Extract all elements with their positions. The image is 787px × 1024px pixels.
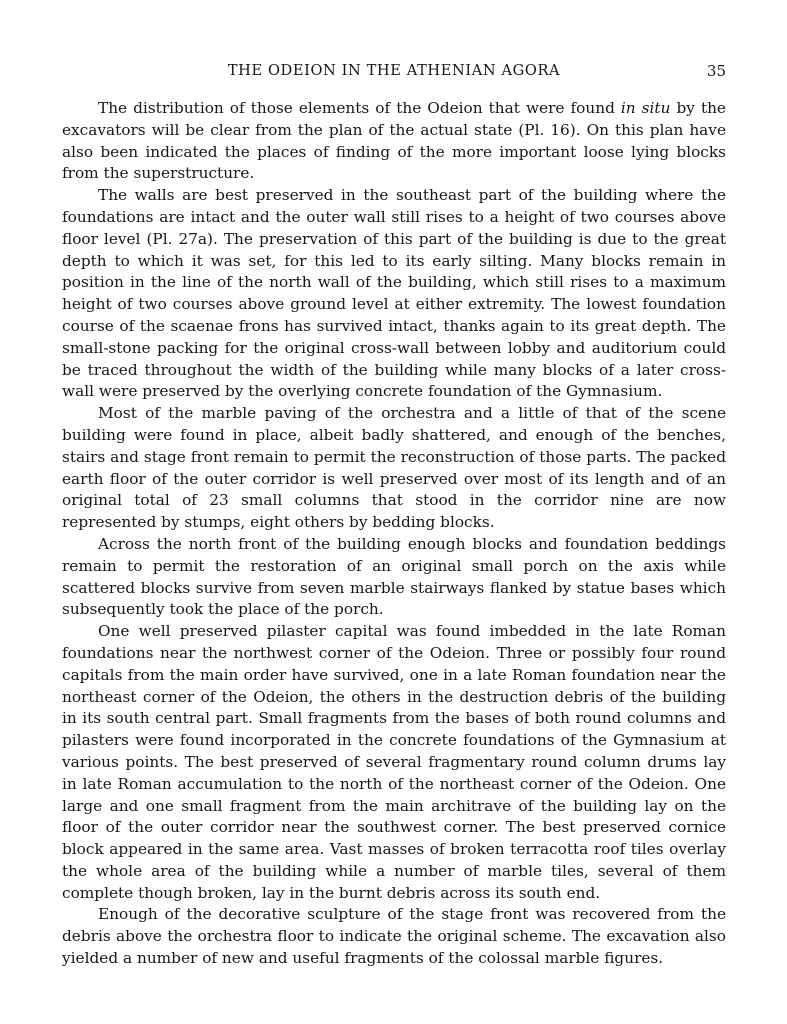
paragraph-5: One well preserved pilaster capital was found imbedded in the late Roman foundations near the northwest corner of the Odeion. Three or possibly four round capitals from the main order have survived, one in a late Roman foundation near the northeast corner of the Odeion, the others in the destruction debris of the building in its south central part. Small fragments from the bases of both round columns and pilasters were found incorporated in the concrete foundations of the Gymnasium at various points. The best preserved of several fragmentary round column drums lay in late Roman accumulation to the north of the northeast corner of the Odeion. One large and one small fragment from the main architrave of the building lay on the floor of the outer corridor near the southwest corner. The best preserved cornice block appeared in the same area. Vast masses of broken terracotta roof tiles overlay the whole area of the building while a number of marble tiles, several of them complete though broken, lay in the burnt debris across its south end. bbox=[62, 622, 726, 902]
paragraph-1-text-a: The distribution of those elements of the Odeion that were found bbox=[98, 99, 621, 117]
paragraph-2: The walls are best preserved in the southeast part of the building where the foundations are intact and the outer wall still rises to a height of two courses above floor level (Pl. 27a). The preservation of this part of the building is due to the great depth to which it was set, for this led to its early silting. Many blocks remain in position in the line of the north wall of the building, which still rises to a maximum height of two courses above ground level at either extremity. The lowest foundation course of the scaenae frons has survived intact, thanks again to its great depth. The small-stone packing for the original cross-wall between lobby and auditorium could be traced throughout the width of the building while many blocks of a later cross-wall were preserved by the overlying concrete foundation of the Gymnasium. bbox=[62, 186, 726, 401]
italic-in-situ: in situ bbox=[620, 99, 671, 117]
paragraph-1 bbox=[62, 98, 726, 185]
page bbox=[62, 58, 726, 970]
paragraph-6: Enough of the decorative sculpture of the stage front was recovered from the debris above the orchestra floor to indicate the original scheme. The excavation also yielded a number of new and useful fragments of the colossal marble figures. bbox=[62, 905, 726, 968]
paragraph-1-text-b: by the excavators will be clear from the plan of the actual state (Pl. 16). On this plan have also been indicated the places of finding of the more important loose lying blocks from the superstructure. bbox=[62, 99, 726, 183]
running-title: THE ODEION IN THE ATHENIAN AGORA bbox=[227, 62, 561, 79]
paragraph-4: Across the north front of the building enough blocks and foundation beddings remain to permit the restoration of an original small porch on the axis while scattered blocks survive from seven marble stairways flanked by statue bases which subsequently took the place of the porch. bbox=[62, 534, 726, 619]
page-number: 35 bbox=[706, 62, 726, 80]
body-text bbox=[62, 98, 726, 970]
paragraph-3: Most of the marble paving of the orchestra and a little of that of the scene building were found in place, albeit badly shattered, and enough of the benches, stairs and stage front remain to permit the reconstruction of those parts. The packed earth floor of the outer corridor is well preserved over most of its length and of an original total of 23 small columns that stood in the corridor nine are now represented by stumps, eight others by bedding blocks. bbox=[62, 404, 726, 532]
running-head bbox=[62, 58, 726, 86]
